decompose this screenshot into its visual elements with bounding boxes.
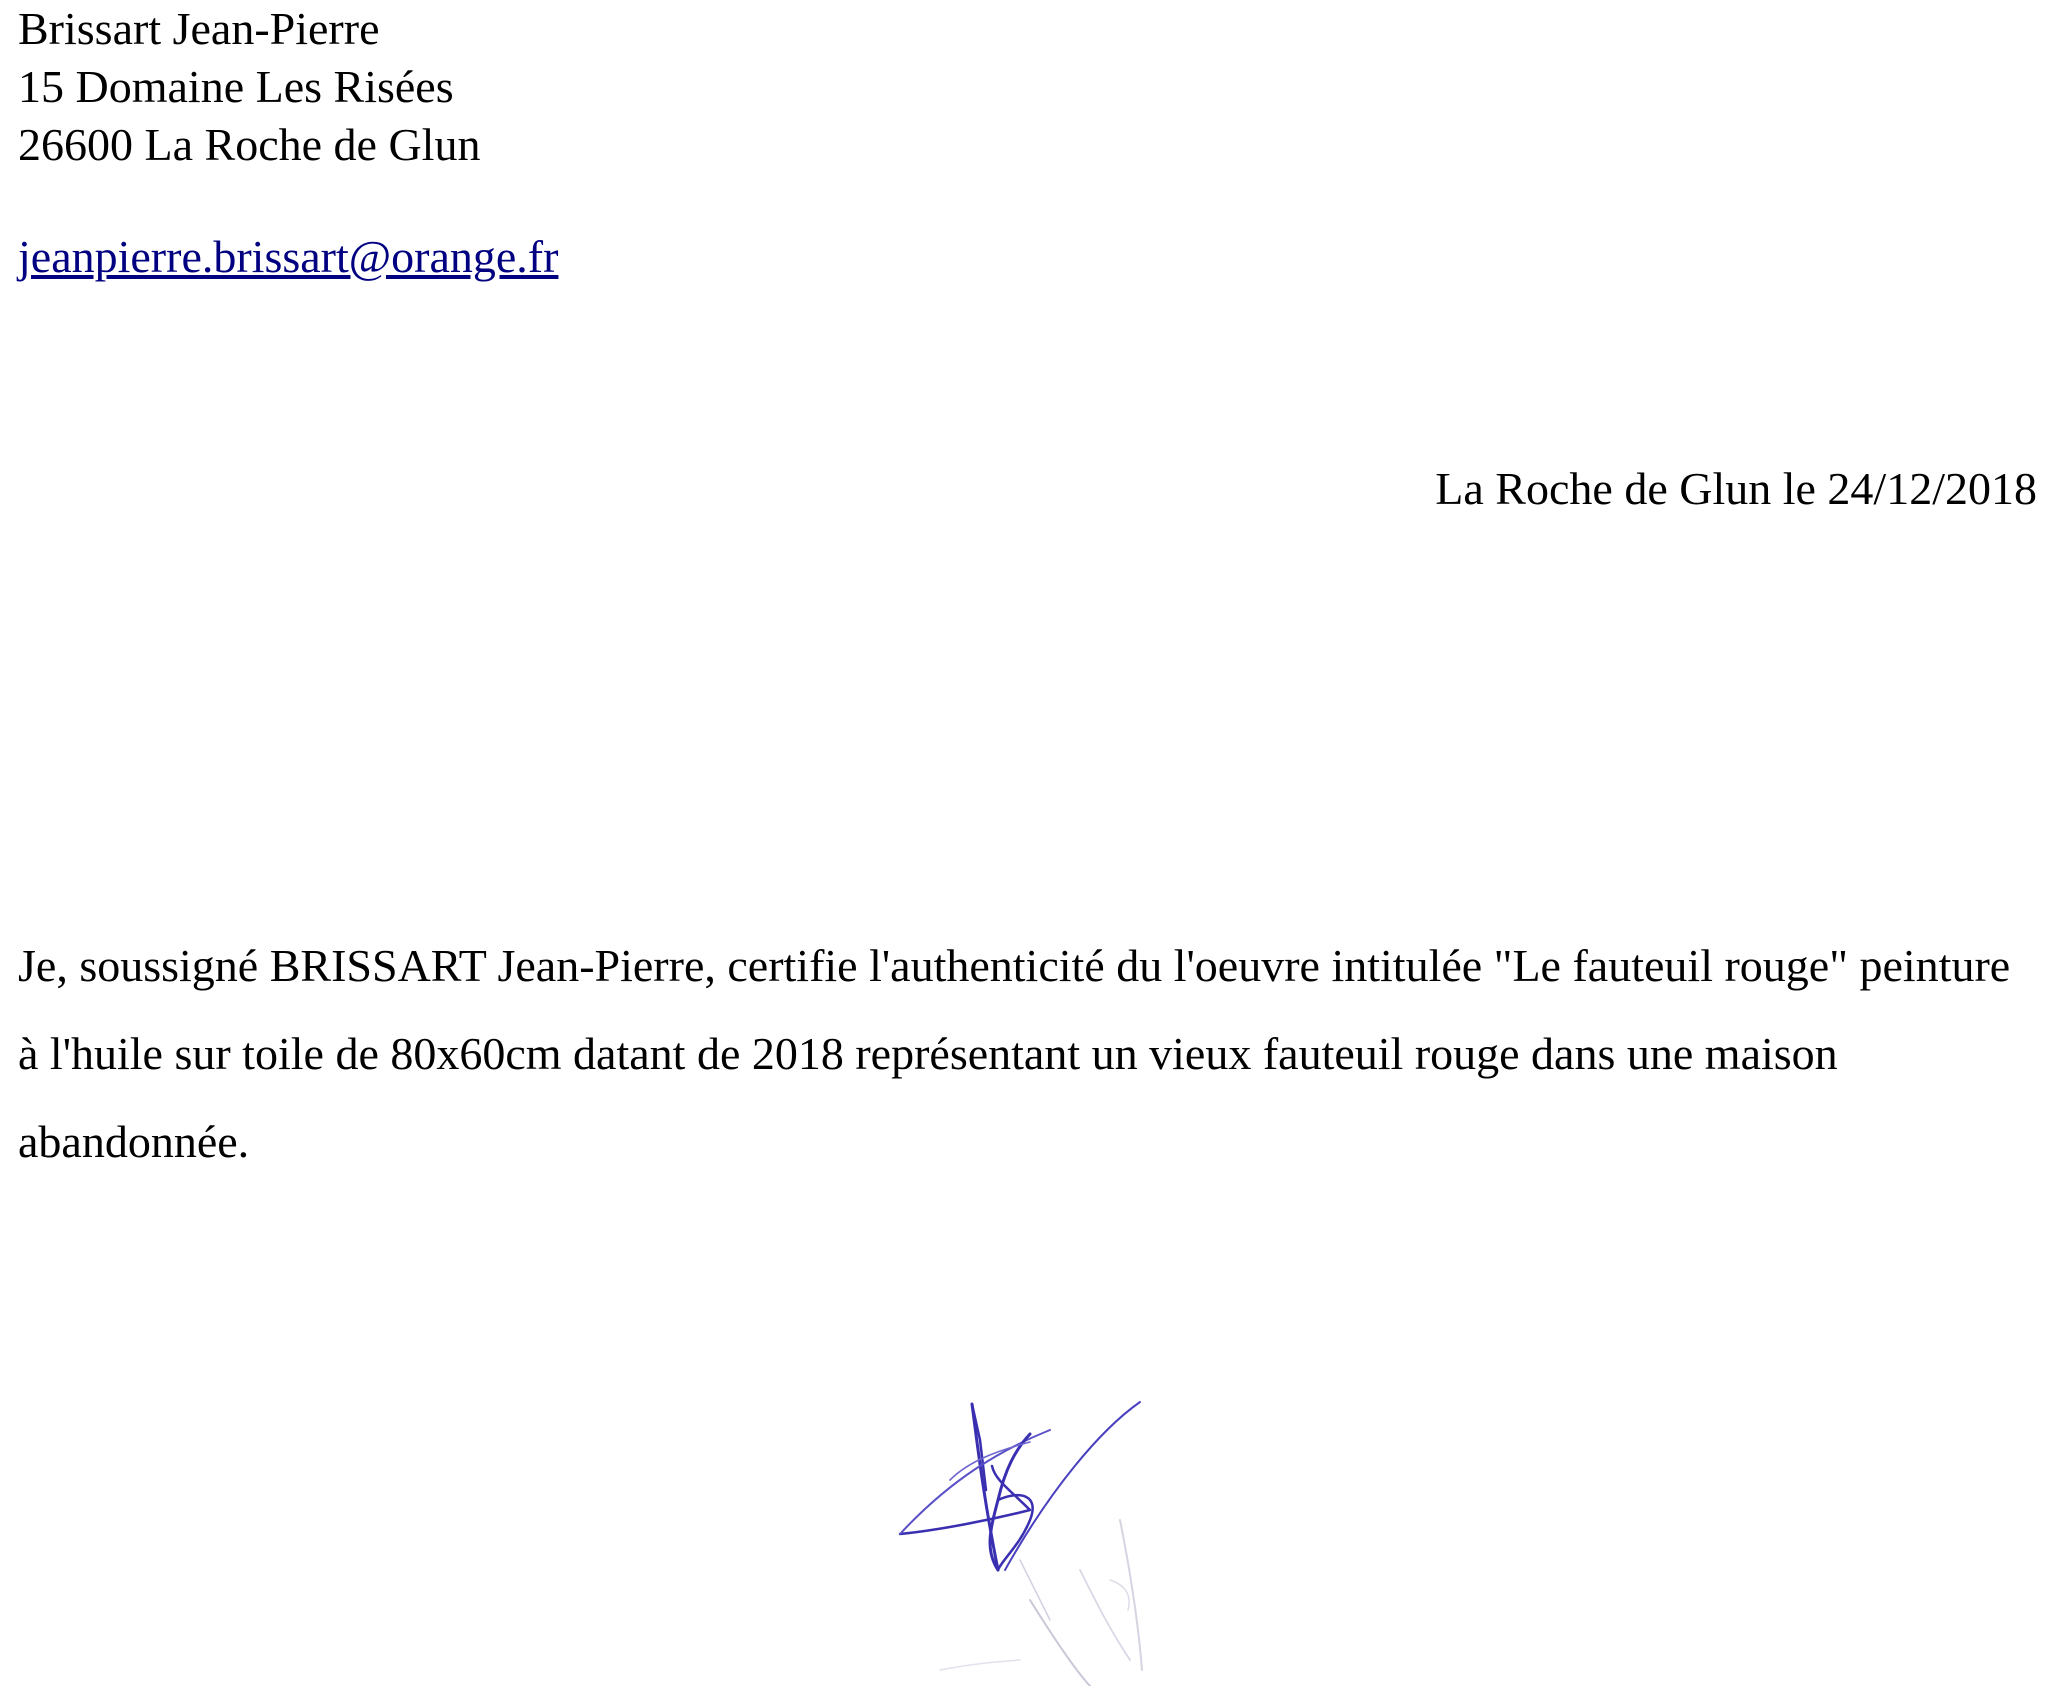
signature-stroke-5 bbox=[990, 1434, 1030, 1570]
signature-stroke-faint-3 bbox=[1080, 1570, 1130, 1660]
signature-stroke-4 bbox=[900, 1430, 1050, 1534]
place-and-date: La Roche de Glun le 24/12/2018 bbox=[1435, 463, 2037, 514]
signature-stroke-faint-4 bbox=[1020, 1560, 1050, 1620]
sender-email-link[interactable]: jeanpierre.brissart@orange.fr bbox=[18, 231, 559, 282]
signature-stroke-faint-2 bbox=[1120, 1520, 1142, 1670]
signature-stroke-faint-1 bbox=[1030, 1600, 1090, 1686]
signature-stroke-faint-6 bbox=[1110, 1580, 1129, 1610]
signature-image bbox=[880, 1370, 1220, 1686]
certification-paragraph: Je, soussigné BRISSART Jean-Pierre, certifie l'authenticité du l'oeuvre intitulée "Le fauteuil rouge" peinture à l'huile sur toile de 80x60cm datant de 2018 représentant un vieux fauteuil rouge dans une maison abandonnée. bbox=[18, 940, 2011, 1167]
sender-address-block bbox=[18, 0, 480, 174]
signature-strokes bbox=[900, 1402, 1142, 1686]
signature-stroke-faint-5 bbox=[940, 1660, 1020, 1670]
sender-name: Brissart Jean-Pierre bbox=[18, 3, 380, 54]
sender-city: 26600 La Roche de Glun bbox=[18, 119, 481, 170]
sender-street: 15 Domaine Les Risées bbox=[18, 61, 454, 112]
signature-stroke-7 bbox=[1005, 1402, 1140, 1570]
